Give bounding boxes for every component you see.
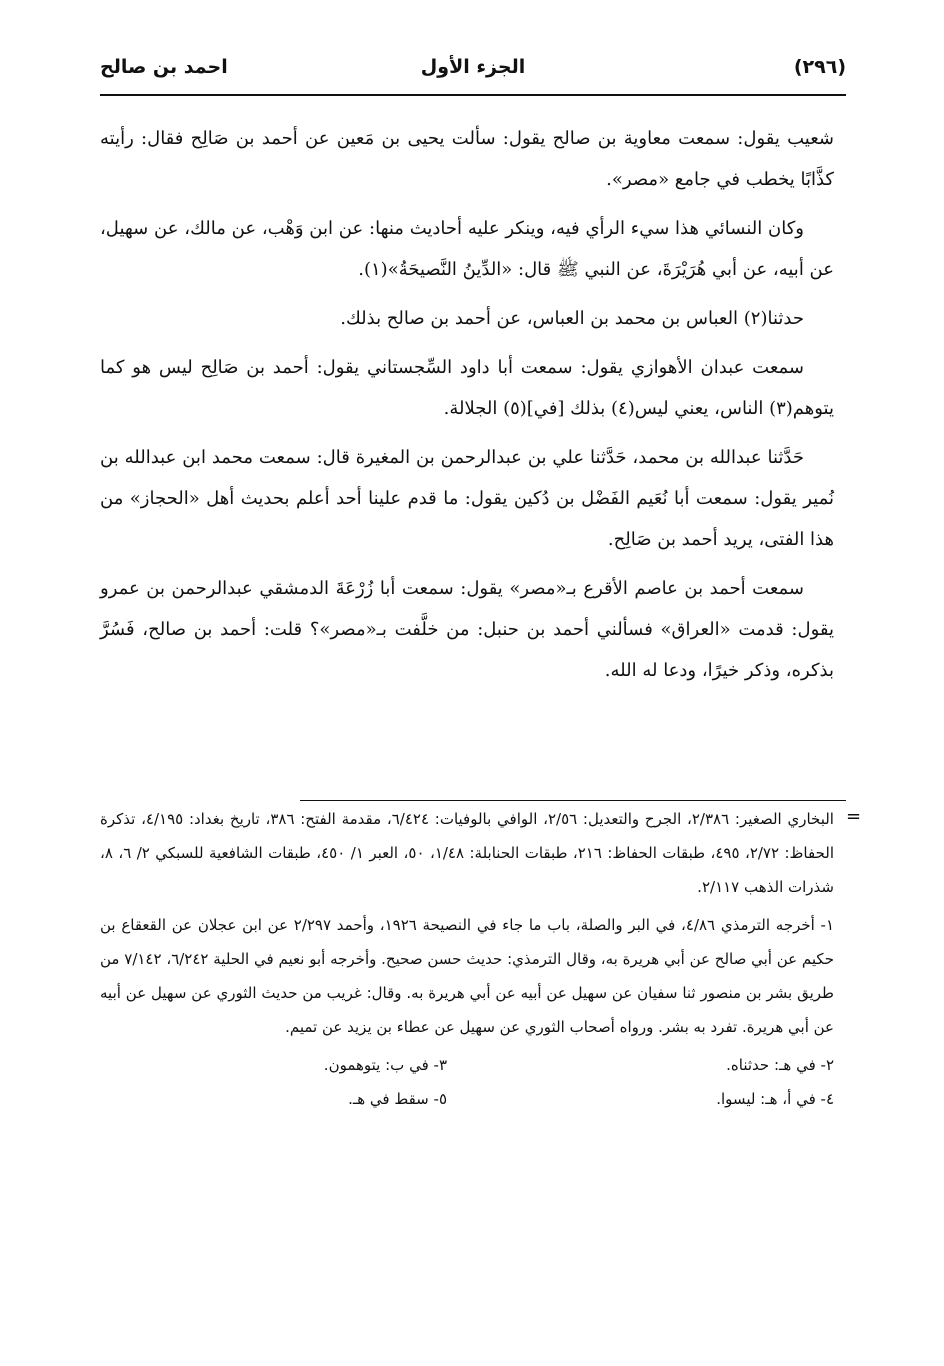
footnotes	[100, 802, 834, 1116]
paragraph: حَدَّثنا عبدالله بن محمد، حَدَّثنا علي بن عبدالرحمن بن المغيرة قال: سمعت محمد ابن عبدالله بن نُمير يقول: سمعت أبا نُعَيم الفَضْل بن دُكين يقول: ما قدم علينا أحد أعلم بحديث أهل «الحجاز» من هذا الفتى، يريد أحمد بن صَالِح.	[100, 447, 834, 550]
footnote-5: ٥- سقط في هـ.	[348, 1090, 447, 1108]
paragraph: سمعت أحمد بن عاصم الأقرع بـ«مصر» يقول: سمعت أبا زُرْعَةَ الدمشقي عبدالرحمن بن عمرو يقول: قدمت «العراق» فسألني أحمد بن حنبل: من خلَّفت بـ«مصر»؟ قلت: أحمد بن صالح، فَسُرَّ بذكره، وذكر خيرًا، ودعا له الله.	[100, 578, 834, 681]
paragraph: شعيب يقول: سمعت معاوية بن صالح يقول: سألت يحيى بن مَعين عن أحمد بن صَالِح فقال: رأيته كذَّابًا يخطب في جامع «مصر».	[100, 128, 834, 190]
paragraph: حدثنا(٢) العباس بن محمد بن العباس، عن أحمد بن صالح بذلك.	[340, 308, 804, 329]
page-header	[100, 52, 846, 92]
footnote-continuation: البخاري الصغير: ٢/٣٨٦، الجرح والتعديل: ٢/٥٦، الوافي بالوفيات: ٦/٤٢٤، مقدمة الفتح: ٣٨٦، تاريخ بغداد: ٤/١٩٥، تذكرة الحفاظ: ٢/٧٢، ٤٩٥، طبقات الحفاظ: ٢١٦، طبقات الحنابلة: ١/٤٨، ٥٠، العبر ١/ ٤٥٠، طبقات الشافعية للسبكي ٢/ ٦، ٨، شذرات الذهب ٢/١١٧.	[100, 810, 834, 896]
short-footnotes	[100, 1048, 834, 1116]
volume-title: الجزء الأول	[420, 56, 526, 78]
footnote-3: ٣- في ب: يتوهمون.	[323, 1056, 447, 1074]
footnote-2: ٢- في هـ: حدثناه.	[726, 1056, 834, 1074]
header-rule	[100, 94, 846, 96]
paragraph: سمعت عبدان الأهوازي يقول: سمعت أبا داود السِّجستاني يقول: أحمد بن صَالِح ليس هو كما يتوهم(٣) الناس، يعني ليس(٤) بذلك [في](٥) الجلالة.	[100, 357, 834, 419]
entry-name: احمد بن صالح	[100, 56, 228, 78]
footnote-continuation-mark: =	[846, 806, 862, 827]
paragraph: وكان النسائي هذا سيء الرأي فيه، وينكر عليه أحاديث منها: عن ابن وَهْب، عن مالك، عن سهيل، عن أبيه، عن أبي هُرَيْرَةَ، عن النبي ﷺ قال: «الدِّينُ النَّصيحَةُ»(١).	[100, 218, 834, 280]
footnote-4: ٤- في أ، هـ: ليسوا.	[716, 1090, 834, 1108]
main-text	[100, 118, 834, 699]
footnote-1: ١- أخرجه الترمذي ٤/٨٦، في البر والصلة، باب ما جاء في النصيحة ١٩٢٦، وأحمد ٢/٢٩٧ عن ابن عجلان عن القعقاع بن حكيم عن أبي صالح عن أبي هريرة به، وقال الترمذي: حديث حسن صحيح. وأخرجه أبو نعيم في الحلية ٦/٢٤٢، ٧/١٤٢ من طريق بشر بن منصور ثنا سفيان عن سهيل عن أبيه عن أبي هريرة به. وقال: غريب من حديث الثوري عن سهيل عن أبيه عن أبي هريرة. تفرد به بشر. ورواه أصحاب الثوري عن سهيل عن عطاء بن يزيد عن تميم.	[100, 916, 835, 1036]
footnote-rule	[300, 800, 846, 801]
page-number: (٢٩٦)	[793, 56, 846, 78]
